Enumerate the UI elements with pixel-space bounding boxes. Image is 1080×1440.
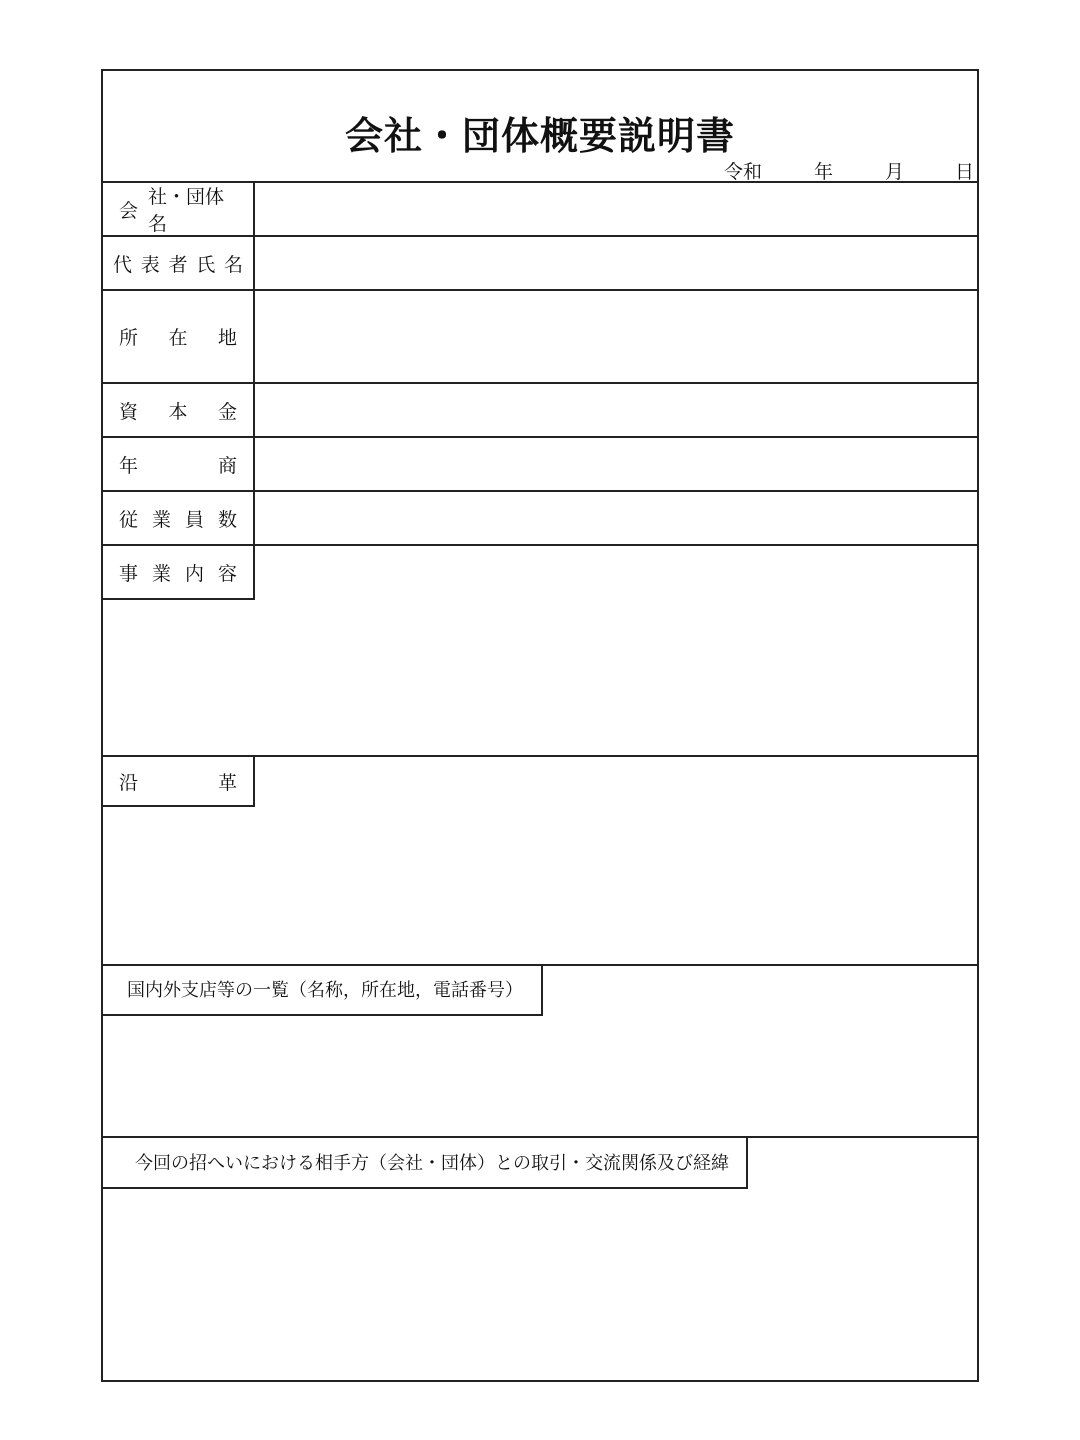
branches-field[interactable]	[103, 1018, 977, 1136]
company-overview-form	[101, 69, 979, 1382]
branches-label-box	[103, 964, 543, 1016]
annual-sales-field[interactable]	[255, 438, 977, 490]
label-history: 沿 革	[119, 771, 237, 794]
relation-field[interactable]	[103, 1191, 977, 1380]
date-year-label: 年	[814, 161, 834, 183]
label-box-bottom	[103, 805, 255, 807]
business-field[interactable]	[255, 546, 977, 755]
label-business: 事 業 内 容	[119, 562, 237, 585]
label-employees: 従 業 員 数	[119, 508, 237, 531]
label-capital: 資 本 金	[119, 400, 237, 423]
relation-label: 今回の招へいにおける相手方（会社・団体）との取引・交流関係及び経緯	[135, 1152, 729, 1174]
relation-label-box	[103, 1136, 748, 1189]
representative-field[interactable]	[255, 237, 977, 289]
label-box-bottom	[103, 598, 255, 600]
label-company-name: 会 社・団体名	[119, 186, 225, 235]
date-month-label: 月	[885, 161, 905, 183]
date-era: 令和	[724, 161, 763, 183]
capital-field[interactable]	[255, 384, 977, 436]
label-annual-sales: 年 商	[119, 454, 237, 477]
employees-field[interactable]	[255, 492, 977, 544]
document-title: 会社・団体概要説明書	[344, 114, 735, 158]
label-representative: 代 表 者 氏 名	[113, 253, 243, 276]
address-field[interactable]	[255, 291, 977, 382]
date-day-label: 日	[955, 161, 975, 183]
history-field[interactable]	[255, 757, 977, 964]
branches-label: 国内外支店等の一覧（名称，所在地，電話番号）	[127, 980, 523, 1001]
company-name-field[interactable]	[255, 183, 977, 235]
label-address: 所 在 地	[119, 327, 237, 349]
